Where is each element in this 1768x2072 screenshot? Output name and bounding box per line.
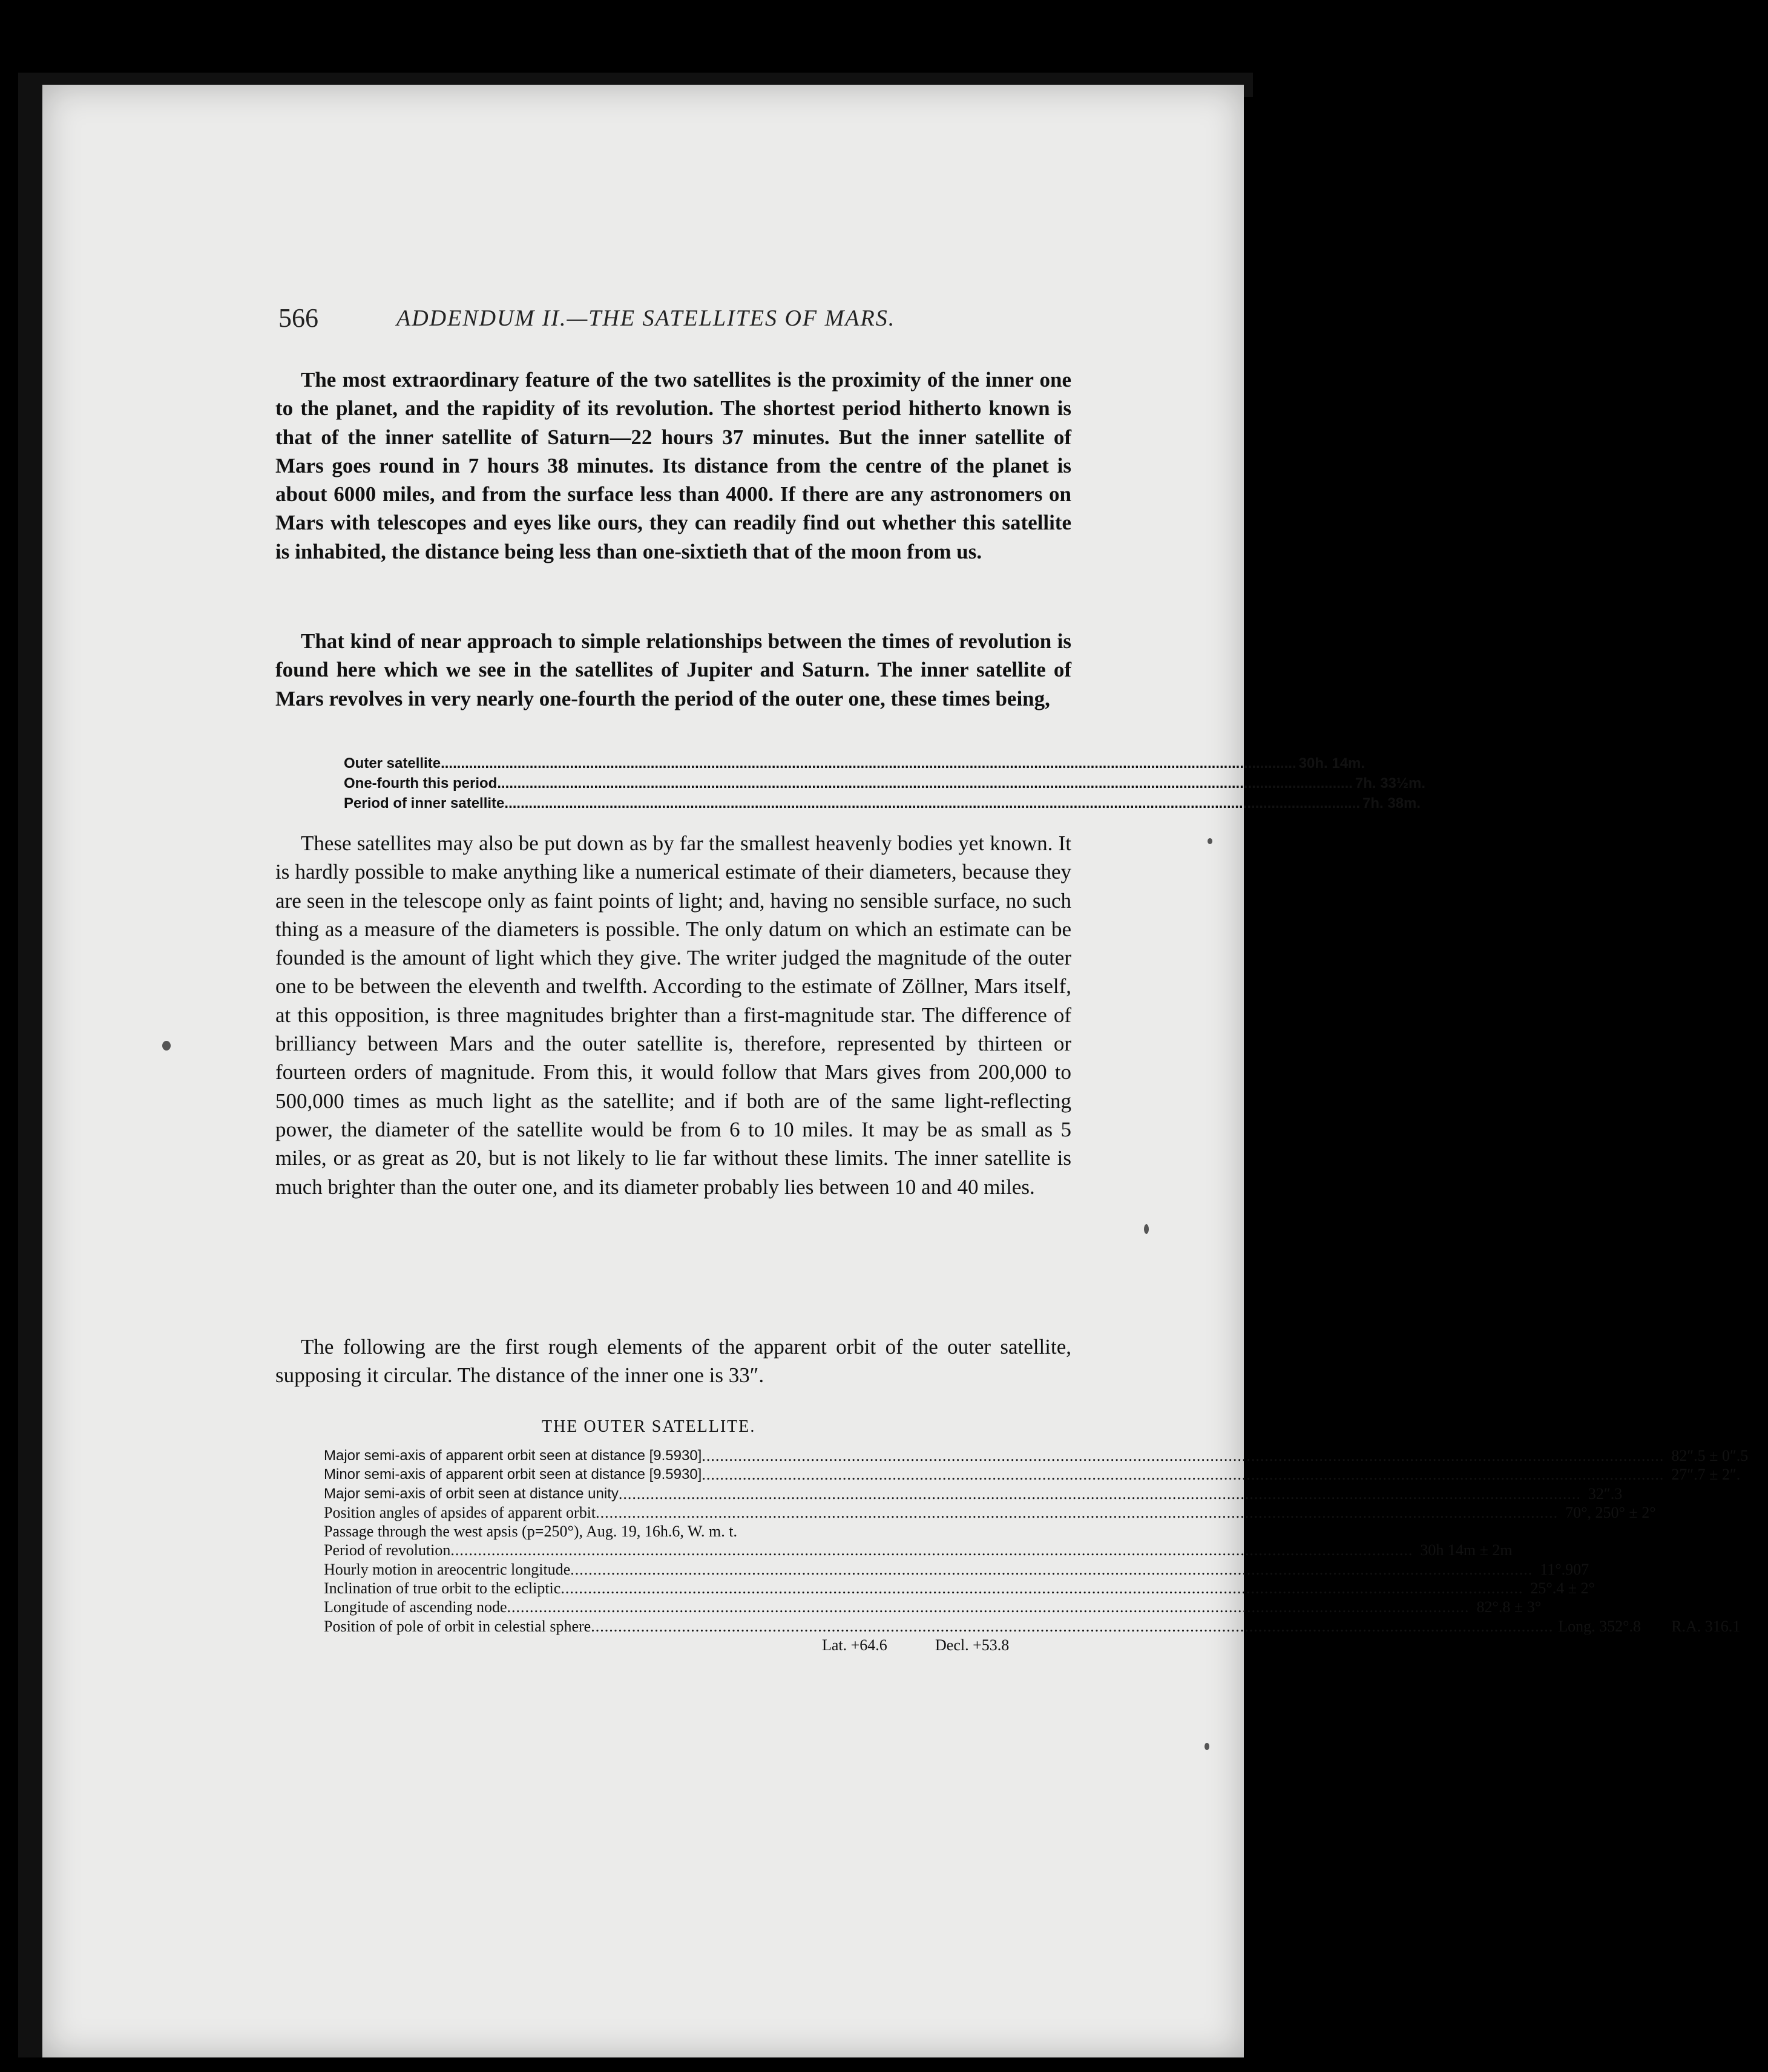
page-edge-shadow — [1244, 97, 1268, 2057]
pole-right-ascension: R.A. 316.1 — [1671, 1617, 1741, 1635]
leader-dots: .................................................................................................................................................................................................................... — [702, 1447, 1664, 1464]
element-label: Inclination of true orbit to the ecliptic — [324, 1579, 561, 1598]
paragraph-3 — [275, 829, 1071, 1201]
spacer — [324, 1636, 817, 1654]
element-row — [324, 1541, 1513, 1559]
element-label: Minor semi-axis of apparent orbit seen at distance [9.5930] — [324, 1466, 702, 1483]
element-label: Major semi-axis of orbit seen at distance unity — [324, 1485, 619, 1502]
leader-dots: .................................................................................................................................................................................................................... — [507, 1598, 1470, 1616]
elements-table-title: THE OUTER SATELLITE. — [542, 1417, 756, 1436]
leader-dots: .................................................................................................................................................................................................................... — [497, 775, 1353, 792]
paragraph-3-text: These satellites may also be put down as by far the smallest heavenly bodies yet known. It is hardly possible to make anything like a numerical estimate of their diameters, because they are seen in the telescope only as faint points of light; and, having no sensible surface, no such thing as a measure of the diameters is possible. The only datum on which an estimate can be founded is the amount of light which they give. The writer judged the magnitude of the outer one to be between the eleventh and twelfth. According to the estimate of Zöllner, Mars itself, at this opposition, is three magnitudes brighter than a first-magnitude star. The difference of brilliancy between Mars and the outer satellite is, therefore, represented by thirteen or fourteen orders of magnitude. From this, it would follow that Mars gives from 200,000 to 500,000 times as much light as the satellite; and if both are of the same light-reflecting power, the diameter of the satellite would be from 6 to 10 miles. It may be as small as 5 miles, or as great as 20, but is not likely to lie far without these limits. The inner satellite is much brighter than the outer one, and its diameter probably lies between 10 and 40 miles. — [275, 831, 1071, 1199]
period-label: Outer satellite — [344, 755, 441, 772]
element-label: Major semi-axis of apparent orbit seen at distance [9.5930] — [324, 1447, 702, 1464]
element-label: Hourly motion in areocentric longitude — [324, 1560, 571, 1578]
leader-dots: .................................................................................................................................................................................................................... — [504, 795, 1361, 811]
leader-dots: .................................................................................................................................................................................................................... — [570, 1560, 1533, 1578]
leader-dots: .................................................................................................................................................................................................................... — [618, 1484, 1581, 1503]
element-row — [324, 1617, 1741, 1636]
paragraph-2-text: That kind of near approach to simple relationships between the times of revolution is found here which we see in the satellites of Jupiter and Saturn. The inner satellite of Mars revolves in very nearly one-fourth the period of the outer one, these times being, — [275, 629, 1071, 710]
element-label: Position of pole of orbit in celestial sphere — [324, 1617, 591, 1635]
period-value: 30h. 14m. — [1298, 755, 1365, 772]
element-value: 82°.8 ± 3° — [1476, 1598, 1542, 1616]
element-value: 27″.7 ± 2″. — [1671, 1466, 1741, 1484]
ink-speck — [162, 1041, 171, 1051]
leader-dots: .................................................................................................................................................................................................................... — [591, 1617, 1554, 1635]
element-value: 25°.4 ± 2° — [1530, 1579, 1595, 1598]
element-row — [324, 1446, 1749, 1465]
element-label: Position angles of apsides of apparent orbit — [324, 1503, 596, 1521]
period-row — [344, 753, 1365, 773]
paragraph-1-text: The most extraordinary feature of the two satellites is the proximity of the inner one to the planet, and the rapidity of its revolution. The shortest period hitherto known is that of the inner satellite of Saturn—22 hours 37 minutes. But the inner satellite of Mars goes round in 7 hours 38 minutes. Its distance from the centre of the planet is about 6000 miles, and from the surface less than 4000. If there are any astronomers on Mars with telescopes and eyes like ours, they can readily find out whether this satellite is inhabited, the distance being less than one-sixtieth that of the moon from us. — [275, 368, 1071, 563]
element-value: 82″.5 ± 0″.5 — [1671, 1447, 1749, 1464]
element-label: Longitude of ascending node — [324, 1598, 507, 1616]
element-row — [324, 1579, 1595, 1598]
element-label: Passage through the west apsis (p=250°), Aug. 19, 16h.6, W. m. t. — [324, 1523, 737, 1541]
paragraph-4-text: The following are the first rough elements of the apparent orbit of the outer satellite, supposing it circular. The distance of the inner one is 33″. — [275, 1335, 1071, 1388]
pole-latitude: Lat. +64.6 — [822, 1636, 887, 1654]
element-row — [324, 1465, 1741, 1484]
ink-speck — [1204, 1743, 1209, 1750]
period-table — [344, 753, 1425, 813]
leader-dots: .................................................................................................................................................................................................................... — [596, 1503, 1559, 1521]
element-value: 11°.907 — [1540, 1560, 1589, 1578]
leader-dots: .................................................................................................................................................................................................................... — [702, 1466, 1664, 1484]
element-value: 30h 14m ± 2m — [1420, 1541, 1513, 1559]
running-title: ADDENDUM II.—THE SATELLITES OF MARS. — [396, 306, 896, 331]
element-row — [324, 1636, 1032, 1654]
orbital-elements-table — [324, 1446, 1749, 1654]
page-number: 566 — [278, 303, 318, 333]
ink-speck — [1144, 1224, 1149, 1234]
paragraph-1 — [275, 366, 1071, 566]
leader-dots: .................................................................................................................................................................................................................... — [441, 755, 1296, 772]
element-row — [324, 1484, 1623, 1503]
ink-speck — [1208, 838, 1212, 844]
period-label: Period of inner satellite — [344, 795, 505, 811]
element-value: 32″.3 — [1588, 1484, 1623, 1503]
element-value: 70°, 250° ± 2° — [1565, 1503, 1656, 1521]
paragraph-2 — [275, 627, 1071, 713]
pole-declination: Decl. +53.8 — [935, 1636, 1010, 1654]
period-label: One-fourth this period — [344, 775, 498, 792]
element-row — [324, 1522, 1032, 1541]
period-value: 7h. 38m. — [1362, 795, 1421, 811]
pole-longitude: Long. 352°.8 — [1558, 1617, 1641, 1635]
leader-dots: .................................................................................................................................................................................................................... — [560, 1579, 1523, 1598]
paragraph-4 — [275, 1333, 1071, 1390]
running-header — [278, 303, 1065, 339]
element-row — [324, 1560, 1589, 1579]
period-row — [344, 793, 1421, 813]
element-row — [324, 1503, 1656, 1522]
leader-dots: .................................................................................................................................................................................................................... — [450, 1541, 1413, 1559]
element-label: Period of revolution — [324, 1541, 451, 1559]
period-row — [344, 773, 1425, 793]
period-value: 7h. 33½m. — [1355, 775, 1425, 792]
element-row — [324, 1598, 1542, 1616]
